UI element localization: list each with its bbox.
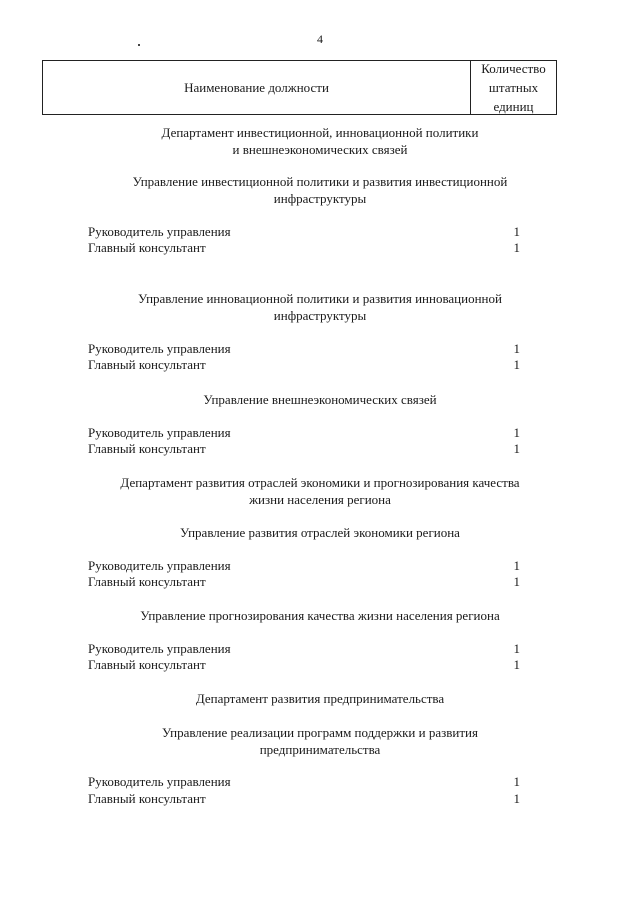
position-title: Главный консультант bbox=[88, 657, 206, 672]
staff-row bbox=[88, 224, 520, 240]
heading-line: Департамент инвестиционной, инновационной политики bbox=[161, 125, 479, 140]
staff-row bbox=[88, 641, 520, 657]
heading-line: Управление инновационной политики и развития инновационной bbox=[138, 291, 502, 306]
position-title: Главный консультант bbox=[88, 441, 206, 456]
department-heading bbox=[60, 124, 580, 158]
staff-count-label-line2: штатных bbox=[488, 80, 539, 95]
staff-count: 1 bbox=[513, 791, 520, 806]
position-title: Руководитель управления bbox=[88, 641, 231, 656]
heading-line: Департамент развития предпринимательства bbox=[195, 691, 445, 706]
heading-line: инфраструктуры bbox=[273, 191, 367, 206]
heading-line: Управление реализации программ поддержки и развития bbox=[162, 725, 478, 740]
heading-line: Управление развития отраслей экономики региона bbox=[180, 525, 460, 540]
position-title: Главный консультант bbox=[88, 357, 206, 372]
division-heading bbox=[60, 607, 580, 624]
staff-row bbox=[88, 791, 520, 807]
staff-count-label-line1: Количество bbox=[481, 61, 546, 76]
staff-row bbox=[88, 240, 520, 256]
staff-count: 1 bbox=[513, 574, 520, 589]
staff-row bbox=[88, 357, 520, 373]
position-title-header bbox=[43, 61, 471, 114]
staff-count: 1 bbox=[513, 357, 520, 372]
position-title-label: Наименование должности bbox=[184, 79, 329, 95]
position-title: Руководитель управления bbox=[88, 224, 231, 239]
division-heading bbox=[60, 290, 580, 324]
position-title: Руководитель управления bbox=[88, 425, 231, 440]
heading-line: Управление прогнозирования качества жизни населения региона bbox=[140, 608, 500, 623]
staff-row bbox=[88, 425, 520, 441]
staff-table-header bbox=[42, 60, 557, 115]
staff-count: 1 bbox=[513, 224, 520, 239]
page-number: 4 bbox=[317, 32, 323, 46]
staff-row bbox=[88, 441, 520, 457]
staff-count: 1 bbox=[513, 558, 520, 573]
heading-line: жизни населения региона bbox=[249, 492, 391, 507]
heading-line: и внешнеэкономических связей bbox=[232, 142, 408, 157]
staff-count: 1 bbox=[513, 341, 520, 356]
heading-line: предпринимательства bbox=[259, 742, 381, 757]
heading-line: Департамент развития отраслей экономики и прогнозирования качества bbox=[120, 475, 520, 490]
division-heading bbox=[60, 524, 580, 541]
staff-row bbox=[88, 774, 520, 790]
position-title: Руководитель управления bbox=[88, 558, 231, 573]
staff-count-label-line3: единиц bbox=[493, 99, 534, 114]
division-heading bbox=[60, 173, 580, 207]
division-heading bbox=[60, 391, 580, 408]
staff-count: 1 bbox=[513, 240, 520, 255]
staff-count: 1 bbox=[513, 657, 520, 672]
staff-count: 1 bbox=[513, 641, 520, 656]
heading-line: Управление инвестиционной политики и развития инвестиционной bbox=[132, 174, 508, 189]
staff-row bbox=[88, 341, 520, 357]
heading-line: Управление внешнеэкономических связей bbox=[203, 392, 437, 407]
staff-row bbox=[88, 574, 520, 590]
department-heading bbox=[60, 690, 580, 707]
heading-line: инфраструктуры bbox=[273, 308, 367, 323]
staff-count: 1 bbox=[513, 774, 520, 789]
staff-count: 1 bbox=[513, 425, 520, 440]
position-title: Главный консультант bbox=[88, 240, 206, 255]
staff-row bbox=[88, 558, 520, 574]
staff-count-header bbox=[471, 61, 556, 114]
position-title: Главный консультант bbox=[88, 574, 206, 589]
department-heading bbox=[60, 474, 580, 508]
division-heading bbox=[60, 724, 580, 758]
position-title: Руководитель управления bbox=[88, 341, 231, 356]
staff-row bbox=[88, 657, 520, 673]
position-title: Главный консультант bbox=[88, 791, 206, 806]
staff-count: 1 bbox=[513, 441, 520, 456]
scan-speck bbox=[138, 44, 140, 46]
position-title: Руководитель управления bbox=[88, 774, 231, 789]
